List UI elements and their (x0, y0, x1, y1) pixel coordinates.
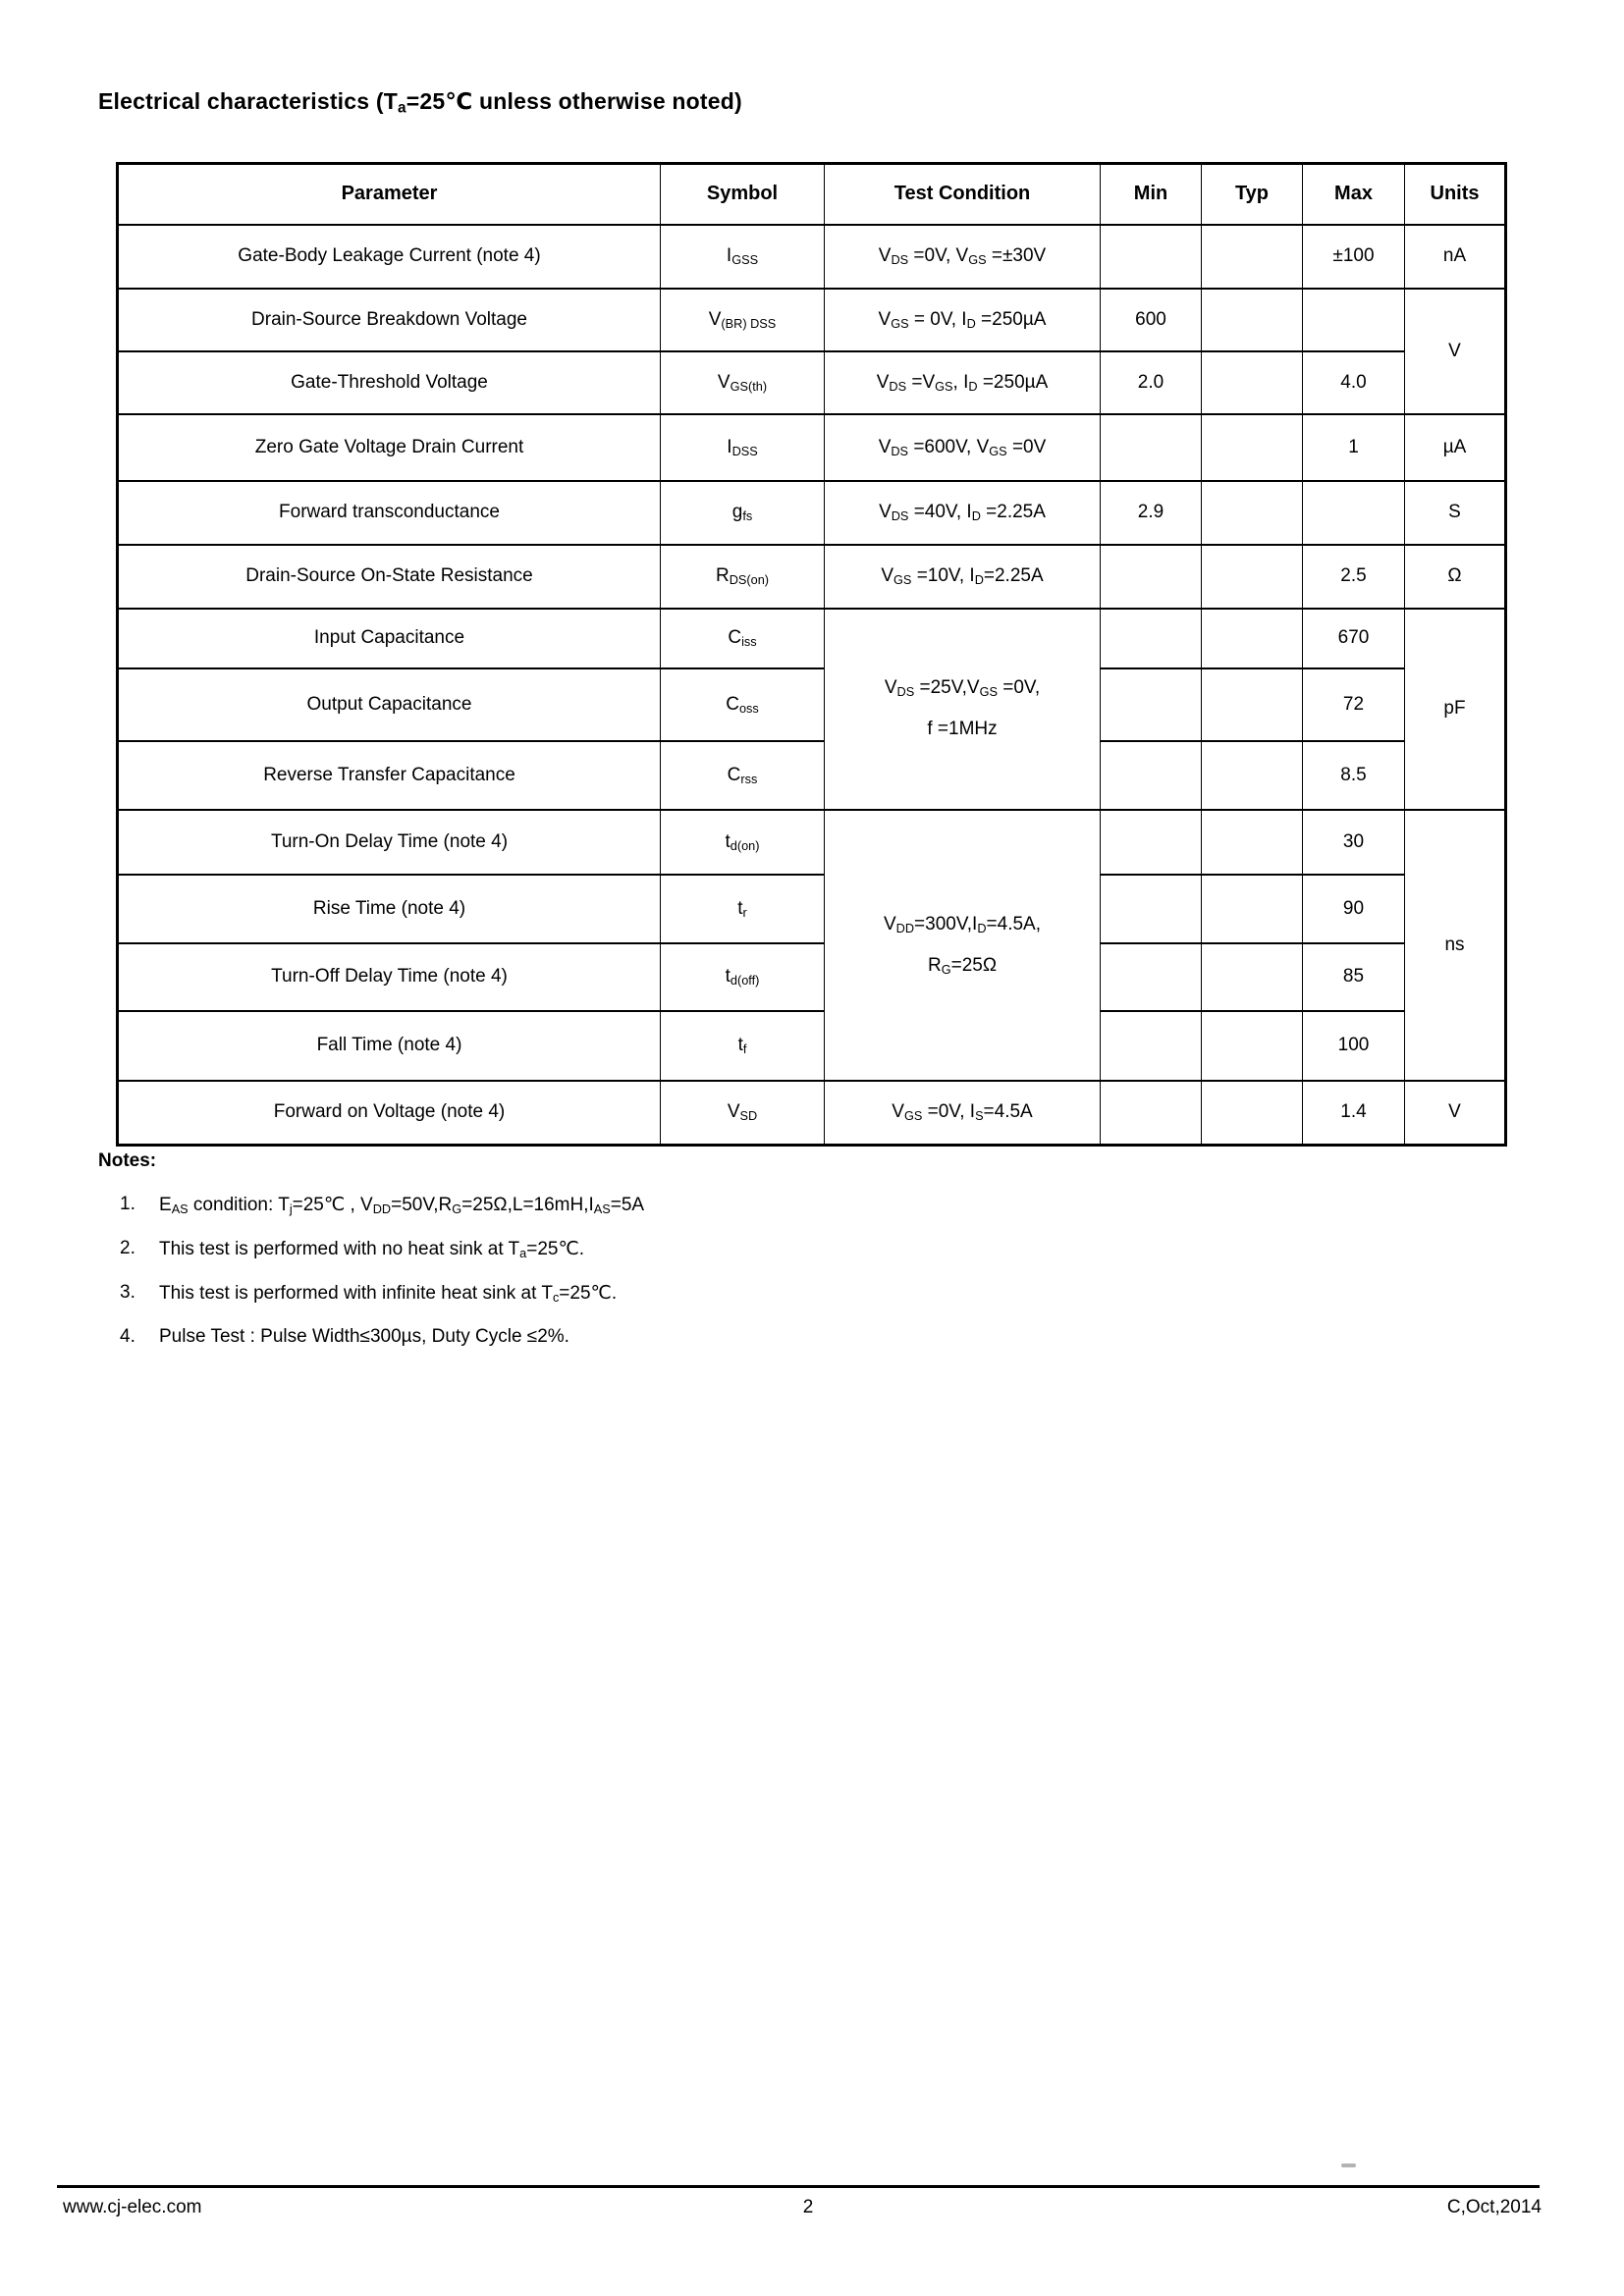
table-row (118, 741, 1506, 810)
table-row (118, 810, 1506, 875)
note-number: 2. (120, 1238, 135, 1258)
symbol-cell: td(on) (661, 810, 825, 875)
note-number: 1. (120, 1194, 135, 1214)
typ-cell (1202, 943, 1303, 1011)
min-cell (1101, 1011, 1202, 1081)
typ-cell (1202, 1081, 1303, 1146)
max-cell: 1 (1303, 414, 1405, 481)
symbol-cell: Crss (661, 741, 825, 810)
min-cell (1101, 414, 1202, 481)
units-cell: pF (1405, 609, 1506, 810)
table-row (118, 481, 1506, 545)
param-cell: Drain-Source On-State Resistance (118, 545, 661, 609)
col-header-min: Min (1101, 164, 1202, 225)
typ-cell (1202, 741, 1303, 810)
col-header-units: Units (1405, 164, 1506, 225)
table-row (118, 289, 1506, 351)
max-cell: 72 (1303, 668, 1405, 741)
param-cell: Forward on Voltage (note 4) (118, 1081, 661, 1146)
min-cell (1101, 875, 1202, 943)
scan-artifact-mark (1341, 2163, 1356, 2167)
units-cell: S (1405, 481, 1506, 545)
table-row (118, 225, 1506, 289)
symbol-cell: Ciss (661, 609, 825, 668)
max-cell: 85 (1303, 943, 1405, 1011)
condition-cell (825, 609, 1101, 810)
units-cell: ns (1405, 810, 1506, 1081)
table-row (118, 545, 1506, 609)
table-row (118, 609, 1506, 668)
table-row (118, 668, 1506, 741)
condition-line: RG=25Ω (927, 954, 998, 977)
condition-cell: VDS =0V, VGS =±30V (825, 225, 1101, 289)
max-cell: 1.4 (1303, 1081, 1405, 1146)
condition-cell: VDS =VGS, ID =250µA (825, 351, 1101, 414)
col-header-test-condition: Test Condition (825, 164, 1101, 225)
condition-cell: VDS =600V, VGS =0V (825, 414, 1101, 481)
table-row (118, 875, 1506, 943)
symbol-cell: gfs (661, 481, 825, 545)
param-cell: Rise Time (note 4) (118, 875, 661, 943)
param-cell: Input Capacitance (118, 609, 661, 668)
col-header-max: Max (1303, 164, 1405, 225)
condition-cell: VGS = 0V, ID =250µA (825, 289, 1101, 351)
symbol-cell: V(BR) DSS (661, 289, 825, 351)
min-cell (1101, 609, 1202, 668)
max-cell (1303, 481, 1405, 545)
footer-website: www.cj-elec.com (63, 2197, 202, 2217)
note-text: This test is performed with infinite heat sink at Tc=25℃. (159, 1283, 618, 1305)
param-cell: Gate-Body Leakage Current (note 4) (118, 225, 661, 289)
note-item (98, 1194, 1512, 1216)
typ-cell (1202, 668, 1303, 741)
footer-divider (57, 2185, 1540, 2188)
note-item (98, 1282, 1512, 1305)
param-cell: Fall Time (note 4) (118, 1011, 661, 1081)
max-cell: 8.5 (1303, 741, 1405, 810)
symbol-cell: Coss (661, 668, 825, 741)
min-cell: 2.9 (1101, 481, 1202, 545)
table-row (118, 351, 1506, 414)
min-cell (1101, 943, 1202, 1011)
condition-line: VDD=300V,ID=4.5A, (883, 913, 1041, 935)
min-cell (1101, 1081, 1202, 1146)
param-cell: Gate-Threshold Voltage (118, 351, 661, 414)
col-header-parameter: Parameter (118, 164, 661, 225)
note-text: EAS condition: Tj=25℃ , VDD=50V,RG=25Ω,L=16mH,IAS=5A (159, 1195, 645, 1216)
param-cell: Turn-On Delay Time (note 4) (118, 810, 661, 875)
typ-cell (1202, 289, 1303, 351)
param-cell: Forward transconductance (118, 481, 661, 545)
max-cell: 100 (1303, 1011, 1405, 1081)
note-text: Pulse Test : Pulse Width≤300µs, Duty Cycle ≤2%. (159, 1326, 569, 1347)
condition-line: VDS =25V,VGS =0V, (884, 677, 1041, 699)
min-cell: 2.0 (1101, 351, 1202, 414)
note-number: 3. (120, 1282, 135, 1303)
typ-cell (1202, 545, 1303, 609)
min-cell: 600 (1101, 289, 1202, 351)
typ-cell (1202, 810, 1303, 875)
min-cell (1101, 741, 1202, 810)
units-cell: V (1405, 1081, 1506, 1146)
param-cell: Drain-Source Breakdown Voltage (118, 289, 661, 351)
condition-line: f =1MHz (927, 719, 998, 739)
condition-cell: VGS =0V, IS=4.5A (825, 1081, 1101, 1146)
condition-cell (825, 810, 1101, 1081)
symbol-cell: IDSS (661, 414, 825, 481)
notes-section (98, 1150, 1512, 1348)
typ-cell (1202, 609, 1303, 668)
notes-heading: Notes: (98, 1150, 157, 1171)
max-cell: 670 (1303, 609, 1405, 668)
col-header-symbol: Symbol (661, 164, 825, 225)
typ-cell (1202, 481, 1303, 545)
typ-cell (1202, 225, 1303, 289)
max-cell: 30 (1303, 810, 1405, 875)
max-cell: 4.0 (1303, 351, 1405, 414)
condition-cell: VDS =40V, ID =2.25A (825, 481, 1101, 545)
table-row (118, 1011, 1506, 1081)
max-cell: 2.5 (1303, 545, 1405, 609)
min-cell (1101, 545, 1202, 609)
table-row (118, 943, 1506, 1011)
note-item (98, 1238, 1512, 1260)
typ-cell (1202, 875, 1303, 943)
table-row (118, 1081, 1506, 1146)
max-cell (1303, 289, 1405, 351)
param-cell: Turn-Off Delay Time (note 4) (118, 943, 661, 1011)
symbol-cell: tr (661, 875, 825, 943)
footer-page-number: 2 (802, 2197, 814, 2217)
min-cell (1101, 225, 1202, 289)
units-cell: nA (1405, 225, 1506, 289)
max-cell: ±100 (1303, 225, 1405, 289)
param-cell: Output Capacitance (118, 668, 661, 741)
symbol-cell: tf (661, 1011, 825, 1081)
typ-cell (1202, 351, 1303, 414)
typ-cell (1202, 414, 1303, 481)
param-cell: Zero Gate Voltage Drain Current (118, 414, 661, 481)
footer-revision-date: C,Oct,2014 (1446, 2197, 1542, 2217)
param-cell: Reverse Transfer Capacitance (118, 741, 661, 810)
col-header-typ: Typ (1202, 164, 1303, 225)
symbol-cell: td(off) (661, 943, 825, 1011)
units-cell: Ω (1405, 545, 1506, 609)
min-cell (1101, 668, 1202, 741)
note-number: 4. (120, 1326, 135, 1347)
note-item (98, 1326, 1512, 1348)
symbol-cell: RDS(on) (661, 545, 825, 609)
note-text: This test is performed with no heat sink at Ta=25℃. (159, 1239, 585, 1260)
symbol-cell: VSD (661, 1081, 825, 1146)
page-title: Electrical characteristics (Ta=25℃ unless otherwise noted) (98, 88, 742, 117)
electrical-characteristics-table (116, 162, 1507, 1147)
units-cell: V (1405, 289, 1506, 414)
condition-cell: VGS =10V, ID=2.25A (825, 545, 1101, 609)
symbol-cell: VGS(th) (661, 351, 825, 414)
symbol-cell: IGSS (661, 225, 825, 289)
table-header-row (118, 164, 1506, 225)
max-cell: 90 (1303, 875, 1405, 943)
min-cell (1101, 810, 1202, 875)
typ-cell (1202, 1011, 1303, 1081)
units-cell: µA (1405, 414, 1506, 481)
table-row (118, 414, 1506, 481)
